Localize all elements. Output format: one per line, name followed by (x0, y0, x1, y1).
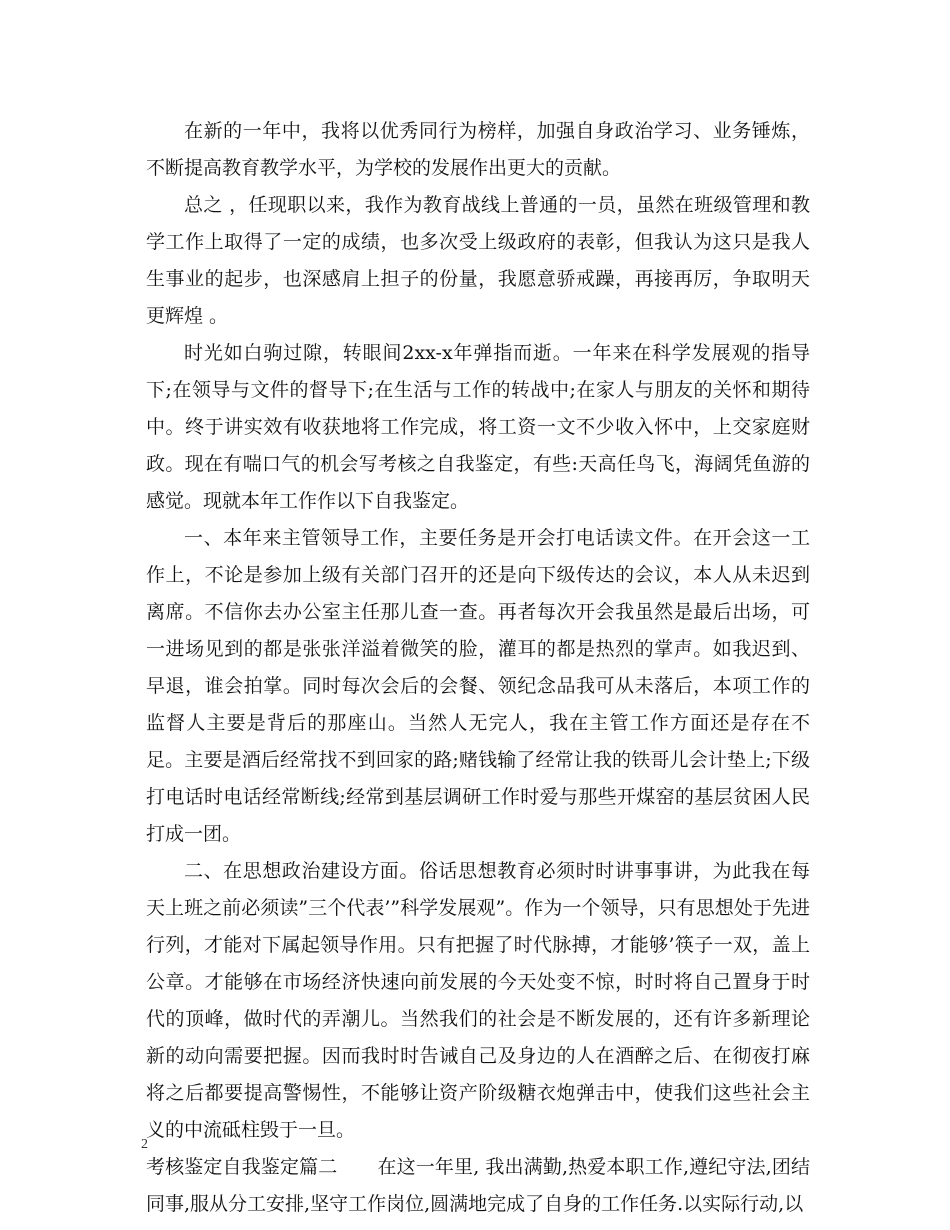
section-heading: 考核鉴定自我鉴定篇二 (146, 1156, 338, 1178)
paragraph-4: 一、本年来主管领导工作，主要任务是开会打电话读文件。在开会这一工作上，不论是参加上级有关部门召开的还是向下级传达的会议，本人从未迟到离席。不信你去办公室主任那儿查一查。再者每次开会我虽然是最后出场，可一进场见到的都是张张洋溢着微笑的脸，灌耳的都是热烈的掌声。如我迟到、早退，谁会拍掌。同时每次会后的会餐、领纪念品我可从未落后，本项工作的监督人主要是背后的那座山。当然人无完人，我在主管工作方面还是存在不足。主要是酒后经常找不到回家的路;赌钱输了经常让我的铁哥儿会计垫上;下级打电话时电话经常断线;经常到基层调研工作时爱与那些开煤窑的基层贫困人民打成一团。 (146, 527, 810, 845)
section-paragraph (146, 1149, 810, 1223)
paragraph-3: 时光如白驹过隙，转眼间2xx-x年弹指而逝。一年来在科学发展观的指导下;在领导与文件的督导下;在生活与工作的转战中;在家人与朋友的关怀和期待中。终于讲实效有收获地将工作完成，将工资一文不少收入怀中，上交家庭财政。现在有喘口气的机会写考核之自我鉴定，有些:天高任鸟飞，海阔凭鱼游的感觉。现就本年工作作以下自我鉴定。 (146, 342, 810, 512)
document-body (146, 113, 810, 1223)
paragraph-1: 在新的一年中，我将以优秀同行为榜样，加强自身政治学习、业务锤炼，不断提高教育教学水平，为学校的发展作出更大的贡献。 (146, 120, 810, 179)
page-number: 2 (141, 1137, 148, 1152)
paragraph-5: 二、在思想政治建设方面。俗话思想教育必须时时讲事事讲，为此我在每天上班之前必须读”三个代表’”科学发展观”。作为一个领导，只有思想处于先进行列，才能对下属起领导作用。只有把握了时代脉搏，才能够’筷子一双，盖上公章。才能够在市场经济快速向前发展的今天处变不惊，时时将自己置身于时代的顶峰，做时代的弄潮儿。当然我们的社会是不断发展的，还有许多新理论新的动向需要把握。因而我时时告诫自己及身边的人在酒醉之后、在彻夜打麻将之后都要提高警惕性，不能够让资产阶级糖衣炮弹击中，使我们这些社会主义的中流砥柱毁于一旦。 (146, 860, 810, 1141)
paragraph-2: 总之 ，任现职以来，我作为教育战线上普通的一员，虽然在班级管理和教学工作上取得了一定的成绩，也多次受上级政府的表彰，但我认为这只是我人生事业的起步，也深感肩上担子的份量，我愿意骄戒躁，再接再厉，争取明天更辉煌 。 (146, 194, 810, 327)
section-text: 在这一年里, 我出满勤,热爱本职工作,遵纪守法,团结同事,服从分工安排,坚守工作岗位,圆满地完成了自身的工作任务.以实际行动,以 (146, 1156, 810, 1215)
